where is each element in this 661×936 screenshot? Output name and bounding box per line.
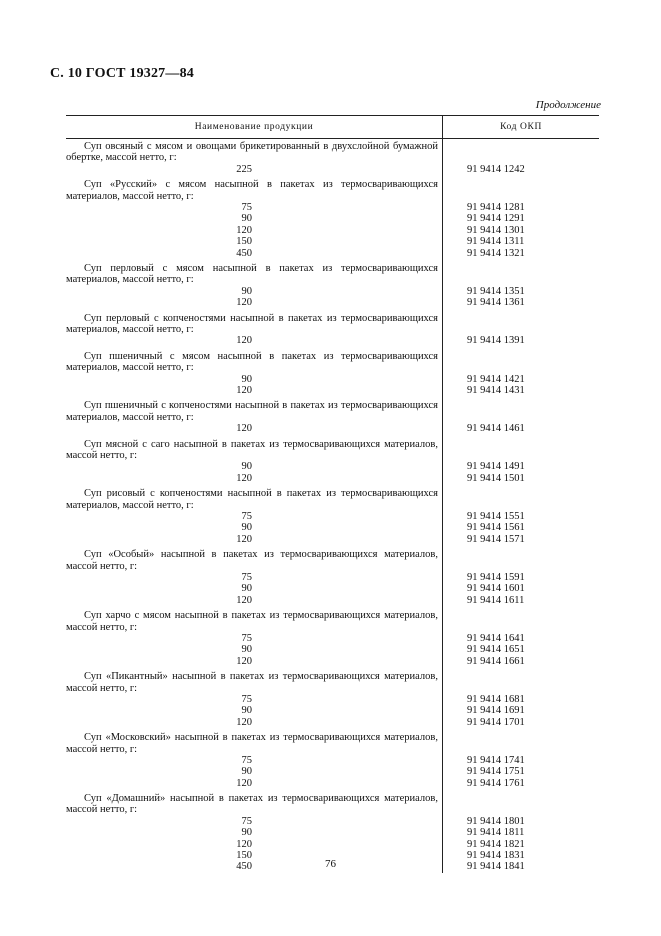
net-mass-value: 120 — [236, 297, 252, 309]
product-item — [66, 398, 599, 434]
table-row — [66, 248, 599, 259]
okp-code-value: 91 9414 1291 — [467, 213, 525, 225]
product-name: Суп «Особый» насыпной в пакетах из термосваривающихся материалов, массой нетто, г: — [66, 549, 438, 572]
okp-code-value: 91 9414 1761 — [467, 777, 525, 789]
table-row — [66, 656, 599, 667]
net-mass-value: 90 — [241, 461, 252, 473]
okp-code-value: 91 9414 1841 — [467, 861, 525, 873]
table-row — [66, 423, 599, 434]
table-row — [66, 534, 599, 545]
okp-code-value: 91 9414 1811 — [467, 827, 525, 839]
net-mass-value: 90 — [241, 705, 252, 717]
okp-code-value: 91 9414 1321 — [467, 247, 525, 259]
net-mass-value: 120 — [236, 423, 252, 435]
okp-code-value: 91 9414 1551 — [467, 510, 525, 522]
table-row — [66, 213, 599, 224]
net-mass-value: 75 — [241, 632, 252, 644]
net-mass-value: 75 — [241, 202, 252, 214]
net-mass-value: 120 — [236, 655, 252, 667]
net-mass-value: 75 — [241, 571, 252, 583]
net-mass-value: 90 — [241, 766, 252, 778]
okp-code-value: 91 9414 1281 — [467, 202, 525, 214]
table-row — [66, 335, 599, 346]
okp-code-value: 91 9414 1391 — [467, 335, 525, 347]
net-mass-value: 90 — [241, 285, 252, 297]
page-number: 76 — [325, 858, 336, 870]
table-header — [66, 115, 599, 139]
table-row — [66, 461, 599, 472]
table-row — [66, 522, 599, 533]
okp-code-value: 91 9414 1571 — [467, 533, 525, 545]
net-mass-value: 120 — [236, 335, 252, 347]
product-item — [66, 311, 599, 347]
net-mass-value: 450 — [236, 247, 252, 259]
okp-code-value: 91 9414 1641 — [467, 632, 525, 644]
product-item — [66, 261, 599, 309]
table-row — [66, 766, 599, 777]
net-mass-value: 75 — [241, 510, 252, 522]
table-row — [66, 705, 599, 716]
okp-code-value: 91 9414 1431 — [467, 384, 525, 396]
okp-code-value: 91 9414 1491 — [467, 461, 525, 473]
table-row — [66, 595, 599, 606]
column-header-name: Наименование продукции — [194, 122, 314, 132]
okp-code-value: 91 9414 1801 — [467, 815, 525, 827]
table-row — [66, 839, 599, 850]
table-row — [66, 374, 599, 385]
product-name: Суп пшеничный с копченостями насыпной в пакетах из термосваривающихся материалов, массой нетто, г: — [66, 400, 438, 423]
table-row — [66, 286, 599, 297]
okp-code-value: 91 9414 1691 — [467, 705, 525, 717]
okp-code-value: 91 9414 1821 — [467, 838, 525, 850]
product-item — [66, 139, 599, 175]
okp-code-value: 91 9414 1242 — [467, 163, 525, 175]
net-mass-value: 90 — [241, 827, 252, 839]
okp-code-value: 91 9414 1361 — [467, 297, 525, 309]
net-mass-value: 90 — [241, 213, 252, 225]
product-name: Суп «Русский» с мясом насыпной в пакетах из термосваривающихся материалов, массой нетто, г: — [66, 179, 438, 202]
table-row — [66, 583, 599, 594]
net-mass-value: 120 — [236, 384, 252, 396]
net-mass-value: 150 — [236, 850, 252, 862]
table-row — [66, 473, 599, 484]
net-mass-value: 120 — [236, 838, 252, 850]
table-row — [66, 633, 599, 644]
okp-code-value: 91 9414 1601 — [467, 583, 525, 595]
product-item — [66, 547, 599, 606]
net-mass-value: 90 — [241, 644, 252, 656]
table-row — [66, 297, 599, 308]
product-name: Суп овсяный с мясом и овощами брикетированный в двухслойной бумажной обертке, массой нетто, г: — [66, 141, 438, 164]
net-mass-value: 75 — [241, 693, 252, 705]
product-name: Суп перловый с мясом насыпной в пакетах из термосваривающихся материалов, массой нетто, г: — [66, 262, 438, 286]
product-name: Суп пшеничный с мясом насыпной в пакетах из термосваривающихся материалов, массой нетто, г: — [66, 350, 438, 374]
table-row — [66, 202, 599, 213]
okp-code-value: 91 9414 1311 — [467, 236, 525, 248]
product-item — [66, 608, 599, 667]
product-item — [66, 486, 599, 545]
net-mass-value: 120 — [236, 224, 252, 236]
table-row — [66, 644, 599, 655]
net-mass-value: 120 — [236, 472, 252, 484]
table-row — [66, 164, 599, 175]
net-mass-value: 120 — [236, 594, 252, 606]
net-mass-value: 120 — [236, 716, 252, 728]
net-mass-value: 225 — [236, 163, 252, 175]
okp-code-value: 91 9414 1751 — [467, 766, 525, 778]
okp-code-value: 91 9414 1611 — [467, 594, 525, 606]
product-item — [66, 177, 599, 259]
net-mass-value: 75 — [241, 754, 252, 766]
product-name: Суп «Домашний» насыпной в пакетах из термосваривающихся материалов, массой нетто, г: — [66, 793, 438, 816]
net-mass-value: 450 — [236, 861, 252, 873]
table-body — [66, 139, 599, 873]
net-mass-value: 90 — [241, 373, 252, 385]
continuation-note: Продолжение — [535, 99, 601, 111]
okp-code-value: 91 9414 1461 — [467, 423, 525, 435]
table-row — [66, 816, 599, 827]
table-row — [66, 511, 599, 522]
table-row — [66, 572, 599, 583]
table-row — [66, 225, 599, 236]
product-item — [66, 730, 599, 789]
product-item — [66, 349, 599, 397]
product-item — [66, 437, 599, 485]
net-mass-value: 150 — [236, 236, 252, 248]
product-name: Суп перловый с копченостями насыпной в пакетах из термосваривающихся материалов, массой нетто, г: — [66, 312, 438, 335]
okp-code-value: 91 9414 1421 — [467, 373, 525, 385]
table-row — [66, 827, 599, 838]
product-item — [66, 669, 599, 728]
okp-code-value: 91 9414 1501 — [467, 472, 525, 484]
net-mass-value: 90 — [241, 583, 252, 595]
table-row — [66, 385, 599, 396]
okp-code-value: 91 9414 1701 — [467, 716, 525, 728]
table-row — [66, 694, 599, 705]
okp-code-value: 91 9414 1591 — [467, 571, 525, 583]
net-mass-value: 120 — [236, 533, 252, 545]
table-row — [66, 236, 599, 247]
page-header: С. 10 ГОСТ 19327—84 — [50, 66, 194, 81]
product-table — [66, 115, 599, 873]
okp-code-value: 91 9414 1741 — [467, 754, 525, 766]
column-header-code: Код ОКП — [442, 116, 599, 138]
product-name: Суп мясной с саго насыпной в пакетах из термосваривающихся материалов, массой нетто, г: — [66, 438, 438, 461]
product-name: Суп рисовый с копченостями насыпной в пакетах из термосваривающихся материалов, массой нетто, г: — [66, 488, 438, 511]
okp-code-value: 91 9414 1661 — [467, 655, 525, 667]
okp-code-value: 91 9414 1651 — [467, 644, 525, 656]
okp-code-value: 91 9414 1301 — [467, 224, 525, 236]
table-row — [66, 778, 599, 789]
okp-code-value: 91 9414 1681 — [467, 693, 525, 705]
okp-code-value: 91 9414 1561 — [467, 522, 525, 534]
net-mass-value: 120 — [236, 777, 252, 789]
net-mass-value: 90 — [241, 522, 252, 534]
okp-code-value: 91 9414 1351 — [467, 285, 525, 297]
table-row — [66, 717, 599, 728]
product-name: Суп харчо с мясом насыпной в пакетах из термосваривающихся материалов, массой нетто, г: — [66, 610, 438, 633]
product-name: Суп «Московский» насыпной в пакетах из термосваривающихся материалов, массой нетто, г: — [66, 732, 438, 755]
net-mass-value: 75 — [241, 815, 252, 827]
product-name: Суп «Пикантный» насыпной в пакетах из термосваривающихся материалов, массой нетто, г: — [66, 671, 438, 694]
table-row — [66, 755, 599, 766]
okp-code-value: 91 9414 1831 — [467, 850, 525, 862]
